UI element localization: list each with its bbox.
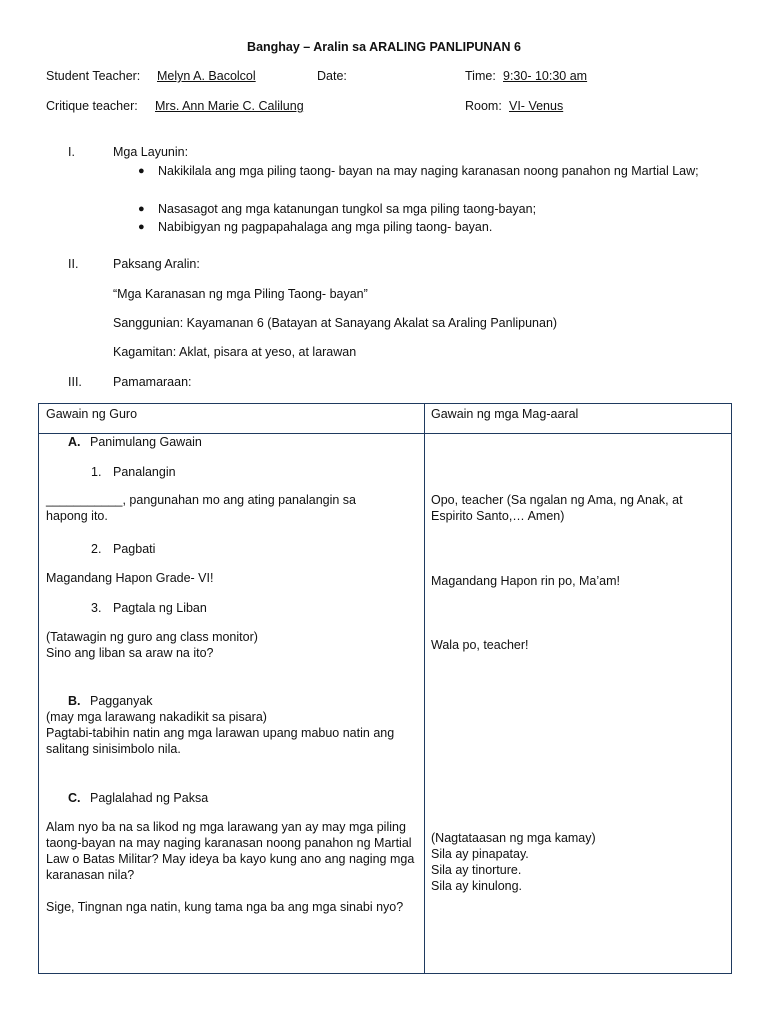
student-response-4: Sila ay kinulong. — [431, 879, 523, 893]
student-teacher-name: Melyn A. Bacolcol — [157, 69, 256, 83]
objective-item: Nakikilala ang mga piling taong- bayan na may naging karanasan noong panahon ng Martial Law; — [158, 164, 699, 178]
teacher-activities-cell — [39, 434, 425, 974]
step-1-title: Panalangin — [113, 465, 176, 479]
step-3-title: Pagtala ng Liban — [113, 601, 207, 615]
student-activities-cell — [425, 434, 732, 974]
presentation-text-2: Sige, Tingnan nga natin, kung tama nga ba ang mga sinabi nyo? — [46, 900, 404, 914]
section-b-letter: B. — [68, 694, 81, 708]
bullet-icon: ● — [138, 203, 145, 215]
student-response-3: Sila ay tinorture. — [431, 863, 522, 877]
room-value: VI- Venus — [509, 99, 564, 113]
section-a-title: Panimulang Gawain — [90, 435, 202, 449]
student-attendance-response: Wala po, teacher! — [431, 638, 529, 652]
topic-text: “Mga Karanasan ng mga Piling Taong- bayan” — [113, 287, 368, 301]
attendance-line-2: Sino ang liban sa araw na ito? — [46, 646, 214, 660]
section-3-title: Pamamaraan: — [113, 375, 192, 389]
student-response-2: Sila ay pinapatay. — [431, 847, 529, 861]
student-response-1: (Nagtataasan ng mga kamay) — [431, 831, 596, 845]
source-text: Sanggunian: Kayamanan 6 (Batayan at Sanayang Akalat sa Araling Panlipunan) — [113, 316, 558, 330]
section-1-number: I. — [68, 145, 75, 159]
procedure-table — [38, 403, 732, 974]
student-greeting-response: Magandang Hapon rin po, Ma’am! — [431, 574, 621, 588]
section-c-letter: C. — [68, 791, 81, 805]
column-header-label: Gawain ng Guro — [46, 407, 138, 421]
objective-item: Nabibigyan ng pagpapahalaga ang mga piling taong- bayan. — [158, 220, 493, 234]
section-2-number: II. — [68, 257, 79, 271]
column-header-label: Gawain ng mga Mag-aaral — [431, 407, 579, 421]
time-label: Time: — [465, 69, 496, 83]
motivation-line-1: (may mga larawang nakadikit sa pisara) — [46, 710, 267, 724]
student-column-header — [425, 404, 732, 434]
step-2-number: 2. — [91, 542, 102, 556]
room-label: Room: — [465, 99, 502, 113]
time-value: 9:30- 10:30 am — [503, 69, 588, 83]
bullet-icon: ● — [138, 221, 145, 233]
section-1-title: Mga Layunin: — [113, 145, 189, 159]
section-a-letter: A. — [68, 435, 81, 449]
section-c-title: Paglalahad ng Paksa — [90, 791, 209, 805]
student-teacher-label: Student Teacher: — [46, 69, 141, 83]
critique-teacher-name: Mrs. Ann Marie C. Calilung — [155, 99, 304, 113]
materials-text: Kagamitan: Aklat, pisara at yeso, at larawan — [113, 345, 357, 359]
presentation-text: Alam nyo ba na sa likod ng mga larawang yan ay may mga piling taong-bayan na may naging karanasan noong panahon ng Martial Law o Batas Militar? May ideya ba kayo kung ano ang naging mga karanasan nila? — [46, 820, 415, 882]
student-prayer-response: Opo, teacher (Sa ngalan ng Ama, ng Anak, at Espirito Santo,… Amen) — [431, 493, 683, 523]
section-2-title: Paksang Aralin: — [113, 257, 200, 271]
section-b-title: Pagganyak — [90, 694, 153, 708]
document-title: Banghay – Aralin sa ARALING PANLIPUNAN 6 — [247, 40, 521, 54]
greeting-text: Magandang Hapon Grade- VI! — [46, 571, 214, 585]
objective-item: Nasasagot ang mga katanungan tungkol sa mga piling taong-bayan; — [158, 202, 537, 216]
teacher-column-header — [39, 404, 425, 434]
motivation-line-2: Pagtabi-tabihin natin ang mga larawan upang mabuo natin ang salitang sinisimbolo nila. — [46, 726, 395, 756]
bullet-icon: ● — [138, 165, 145, 177]
date-label: Date: — [317, 69, 347, 83]
step-1-number: 1. — [91, 465, 102, 479]
section-3-number: III. — [68, 375, 82, 389]
step-2-title: Pagbati — [113, 542, 156, 556]
critique-teacher-label: Critique teacher: — [46, 99, 138, 113]
attendance-line-1: (Tatawagin ng guro ang class monitor) — [46, 630, 258, 644]
step-3-number: 3. — [91, 601, 102, 615]
prayer-instruction: ___________, pangunahan mo ang ating panalangin sa hapong ito. — [46, 493, 356, 523]
